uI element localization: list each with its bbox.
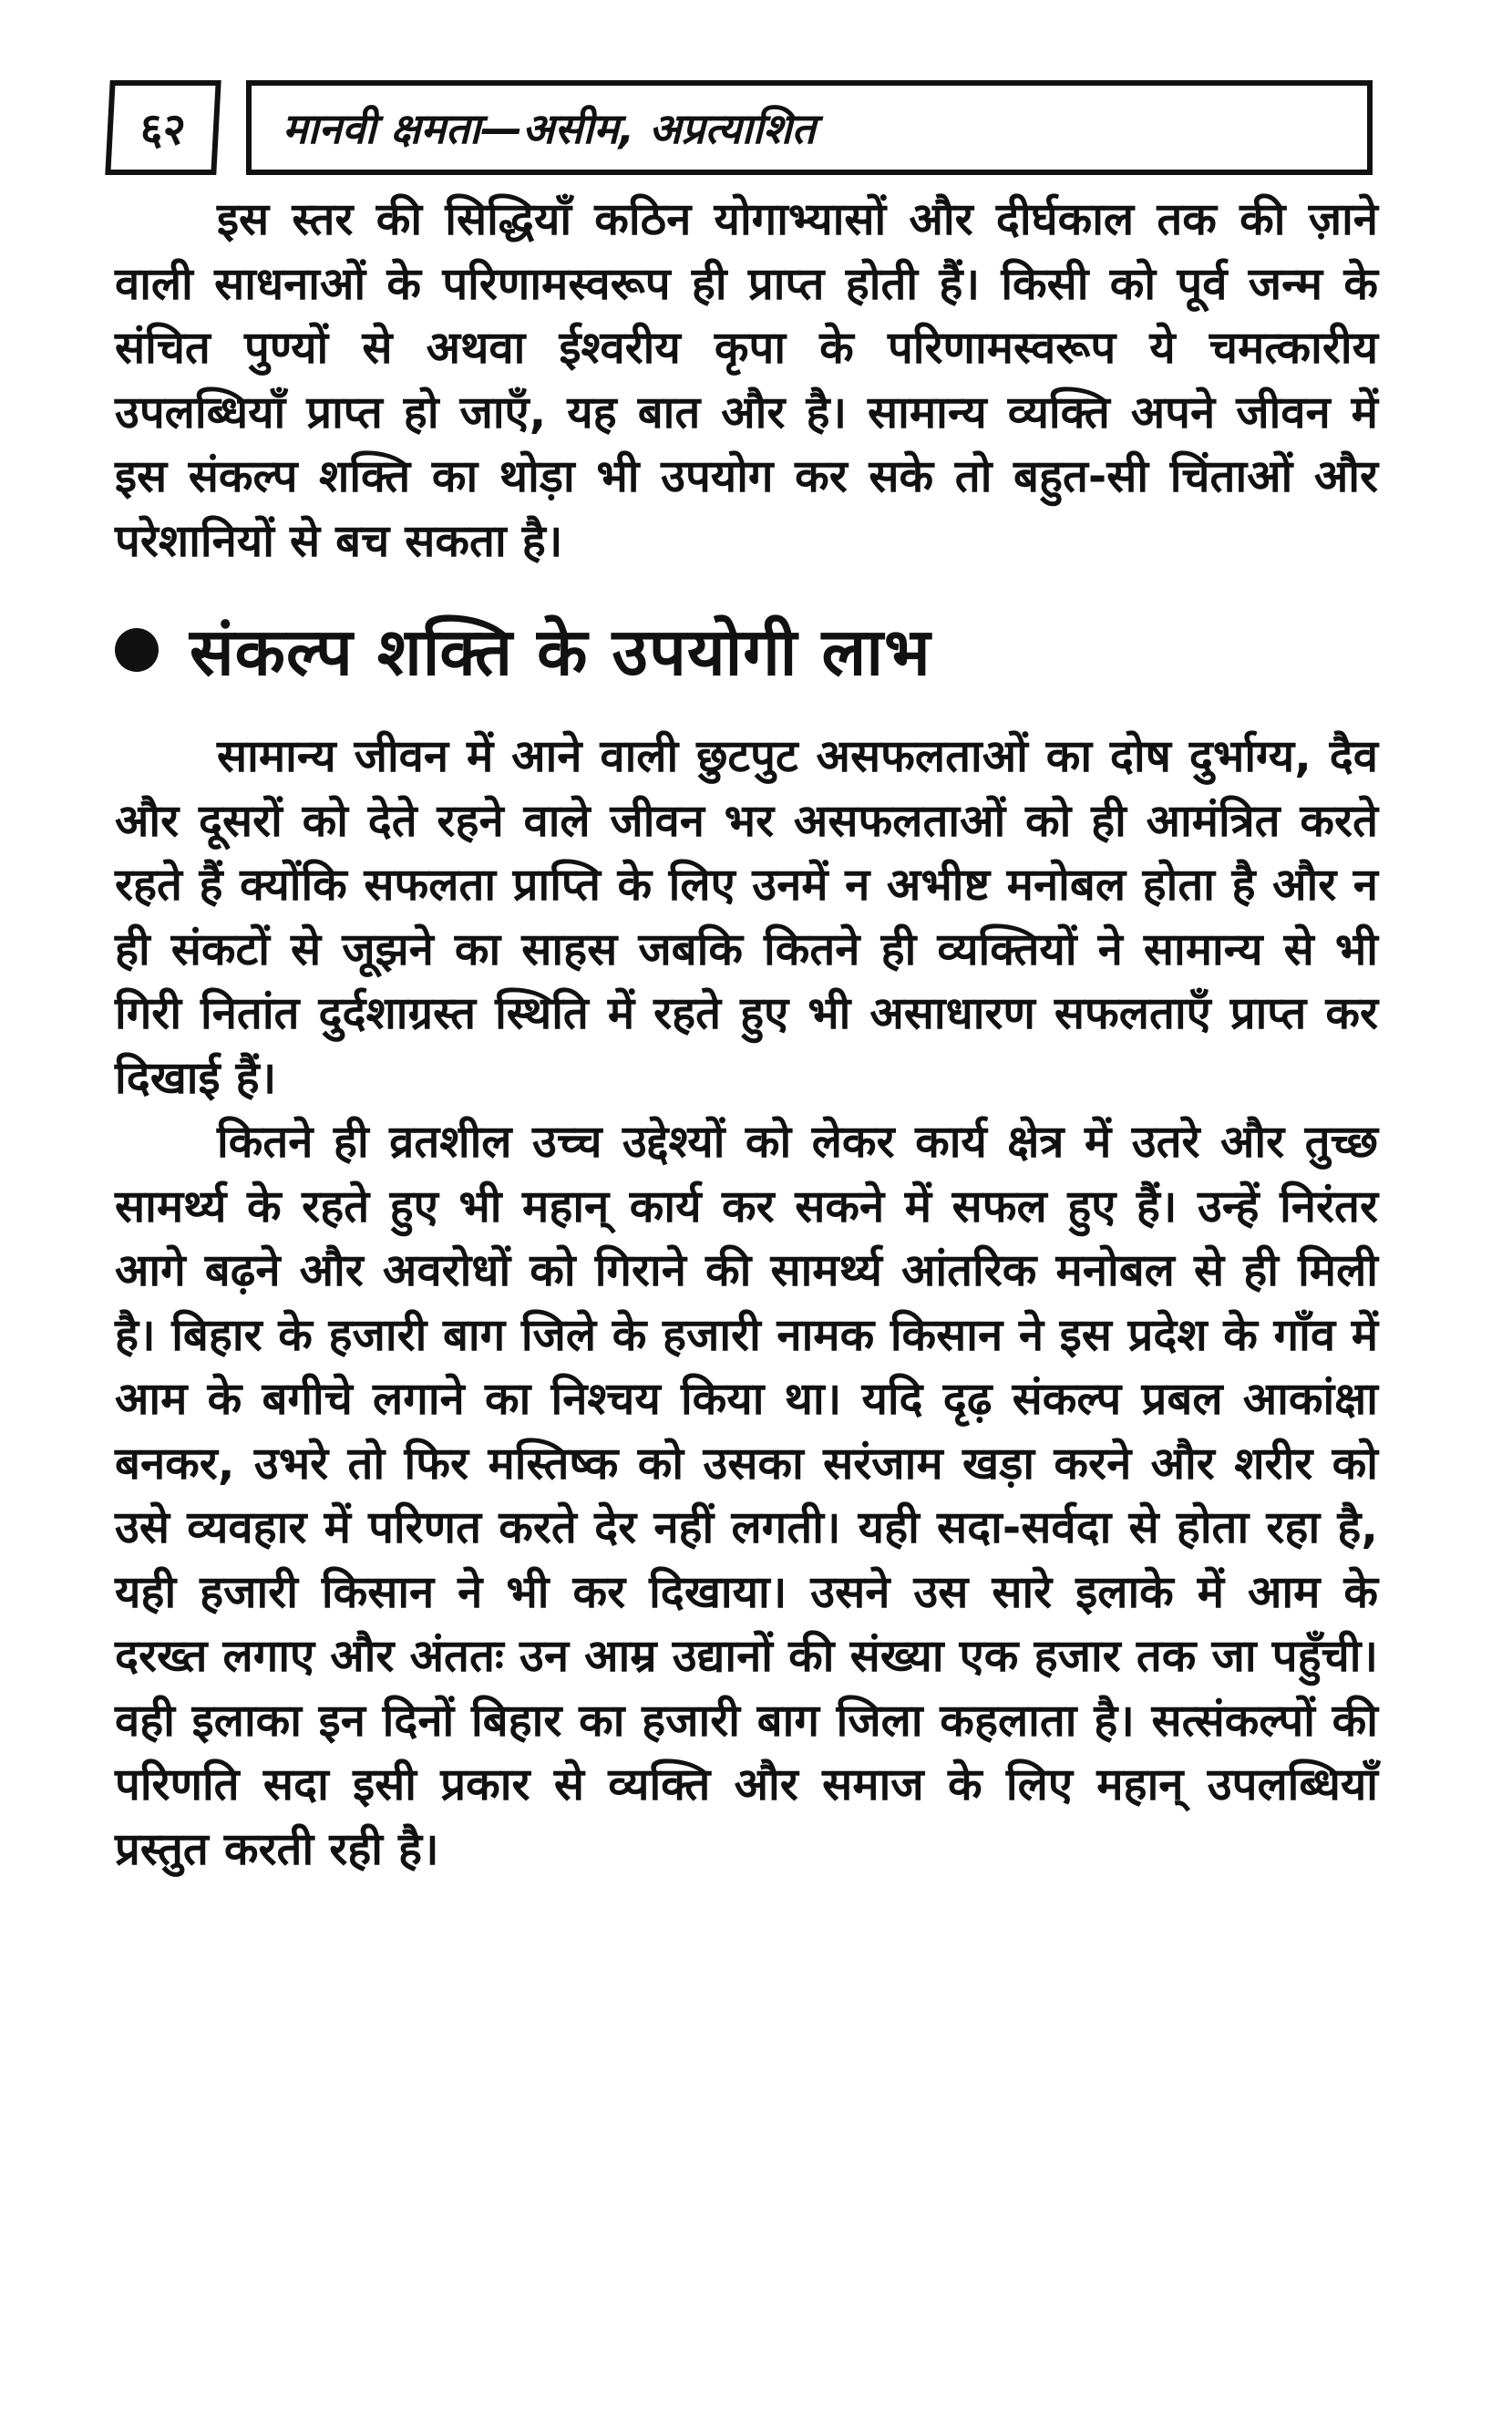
page-number: ६२ [105, 80, 221, 175]
running-title: मानवी क्षमता—असीम, अप्रत्याशित [246, 80, 1373, 175]
page-body [115, 188, 1378, 1882]
paragraph-failures: सामान्य जीवन में आने वाली छुटपुट असफलताओं का दोष दुर्भाग्य, दैव और दूसरों को देते रहने वाले जीवन भर असफलताओं को ही आमंत्रित करते रहते हैं क्योंकि सफलता प्राप्ति के लिए उनमें न अभीष्ट मनोबल होता है और न ही संकटों से जूझने का साहस जबकि कितने ही व्यक्तियों ने सामान्य से भी गिरी नितांत दुर्दशाग्रस्त स्थिति में रहते हुए भी असाधारण सफलताएँ प्राप्त कर दिखाई हैं। [115, 730, 1378, 1104]
section-heading-text: संकल्प शक्ति के उपयोगी लाभ [190, 614, 931, 690]
bullet-icon [115, 628, 159, 672]
section-heading [115, 604, 1378, 696]
page-header [108, 80, 1374, 180]
paragraph-intro: इस स्तर की सिद्धियाँ कठिन योगाभ्यासों और दीर्घकाल तक की ज़ाने वाली साधनाओं के परिणामस्वरूप ही प्राप्त होती हैं। किसी को पूर्व जन्म के संचित पुण्यों से अथवा ईश्वरीय कृपा के परिणामस्वरूप ये चमत्कारीय उपलब्धियाँ प्राप्त हो जाएँ, यह बात और है। सामान्य व्यक्ति अपने जीवन में इस संकल्प शक्ति का थोड़ा भी उपयोग कर सके तो बहुत-सी चिंताओं और परेशानियों से बच सकता है। [115, 193, 1378, 567]
paragraph-hazari: कितने ही व्रतशील उच्च उद्देश्यों को लेकर कार्य क्षेत्र में उतरे और तुच्छ सामर्थ्य के रहते हुए भी महान् कार्य कर सकने में सफल हुए हैं। उन्हें निरंतर आगे बढ़ने और अवरोधों को गिराने की सामर्थ्य आंतरिक मनोबल से ही मिली है। बिहार के हजारी बाग जिले के हजारी नामक किसान ने इस प्रदेश के गाँव में आम के बगीचे लगाने का निश्चय किया था। यदि दृढ़ संकल्प प्रबल आकांक्षा बनकर, उभरे तो फिर मस्तिष्क को उसका सरंजाम खड़ा करने और शरीर को उसे व्यवहार में परिणत करते देर नहीं लगती। यही सदा-सर्वदा से होता रहा है, यही हजारी किसान ने भी कर दिखाया। उसने उस सारे इलाके में आम के दरख्त लगाए और अंततः उन आम्र उद्यानों की संख्या एक हजार तक जा पहुँची। वही इलाका इन दिनों बिहार का हजारी बाग जिला कहलाता है। सत्संकल्पों की परिणति सदा इसी प्रकार से व्यक्ति और समाज के लिए महान् उपलब्धियाँ प्रस्तुत करती रही है। [115, 1116, 1378, 1875]
